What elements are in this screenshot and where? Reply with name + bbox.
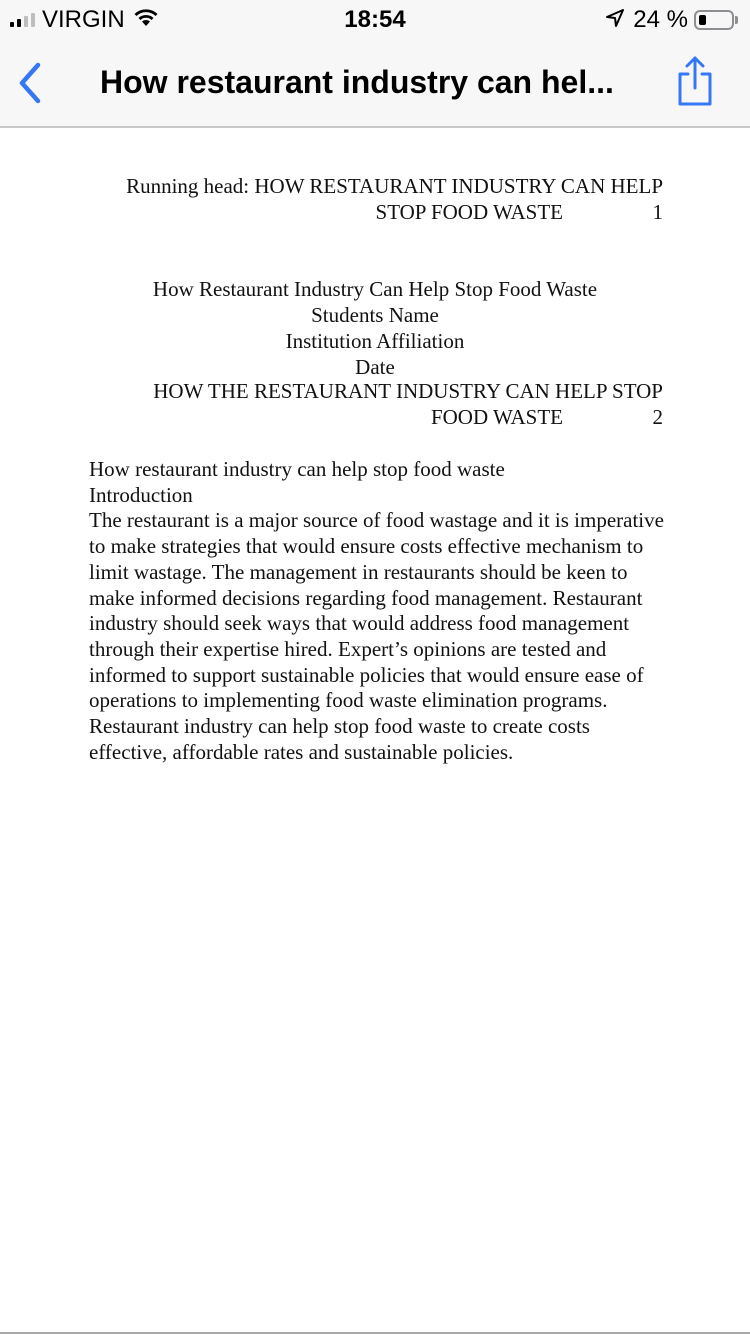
share-icon bbox=[674, 54, 716, 108]
page-number: 1 bbox=[652, 200, 663, 224]
battery-icon bbox=[694, 10, 734, 30]
running-head-line1: HOW THE RESTAURANT INDUSTRY CAN HELP STOP bbox=[153, 379, 663, 403]
back-button[interactable] bbox=[14, 60, 48, 106]
body-text bbox=[89, 457, 669, 765]
battery-cap bbox=[735, 16, 738, 24]
running-head-line2: STOP FOOD WASTE bbox=[375, 200, 563, 224]
location-arrow-icon bbox=[605, 8, 625, 33]
share-button[interactable] bbox=[674, 54, 716, 108]
status-right bbox=[605, 6, 738, 34]
student-name: Students Name bbox=[311, 303, 439, 327]
running-head-line2: FOOD WASTE bbox=[430, 405, 563, 429]
carrier-name: VIRGIN bbox=[42, 6, 125, 33]
running-head-line1: Running head: HOW RESTAURANT INDUSTRY CAN HELP bbox=[126, 174, 663, 198]
chevron-left-icon bbox=[14, 60, 48, 106]
institution: Institution Affiliation bbox=[285, 329, 465, 353]
page-number: 2 bbox=[652, 405, 663, 429]
title-page-block bbox=[0, 276, 750, 380]
introduction-paragraph: The restaurant is a major source of food wastage and it is imperative to make strategies that would ensure costs effective mechanism to limit wastage. The management in restaurants should be keen to make informed decisions regarding food management. Restaurant industry should seek ways that would address food management through their expertise hired. Expert’s opinions are tested and informed to support sustainable policies that would ensure ease of operations to implementing food waste elimination programs. Restaurant industry can help stop food waste to create costs effective, affordable rates and sustainable policies. bbox=[89, 508, 664, 764]
battery-percentage: 24 % bbox=[633, 6, 688, 33]
battery-level bbox=[699, 15, 706, 25]
page1-running-head bbox=[98, 173, 663, 225]
status-bar bbox=[0, 0, 750, 40]
section-heading: Introduction bbox=[89, 482, 193, 507]
date: Date bbox=[355, 355, 395, 379]
document-title: How restaurant industry can hel... bbox=[100, 64, 614, 100]
navigation-bar bbox=[0, 40, 750, 128]
body-heading: How restaurant industry can help stop food waste bbox=[89, 457, 505, 481]
paper-title: How Restaurant Industry Can Help Stop Food Waste bbox=[152, 277, 598, 301]
page2-running-head bbox=[88, 378, 663, 430]
clock: 18:54 bbox=[344, 6, 406, 33]
